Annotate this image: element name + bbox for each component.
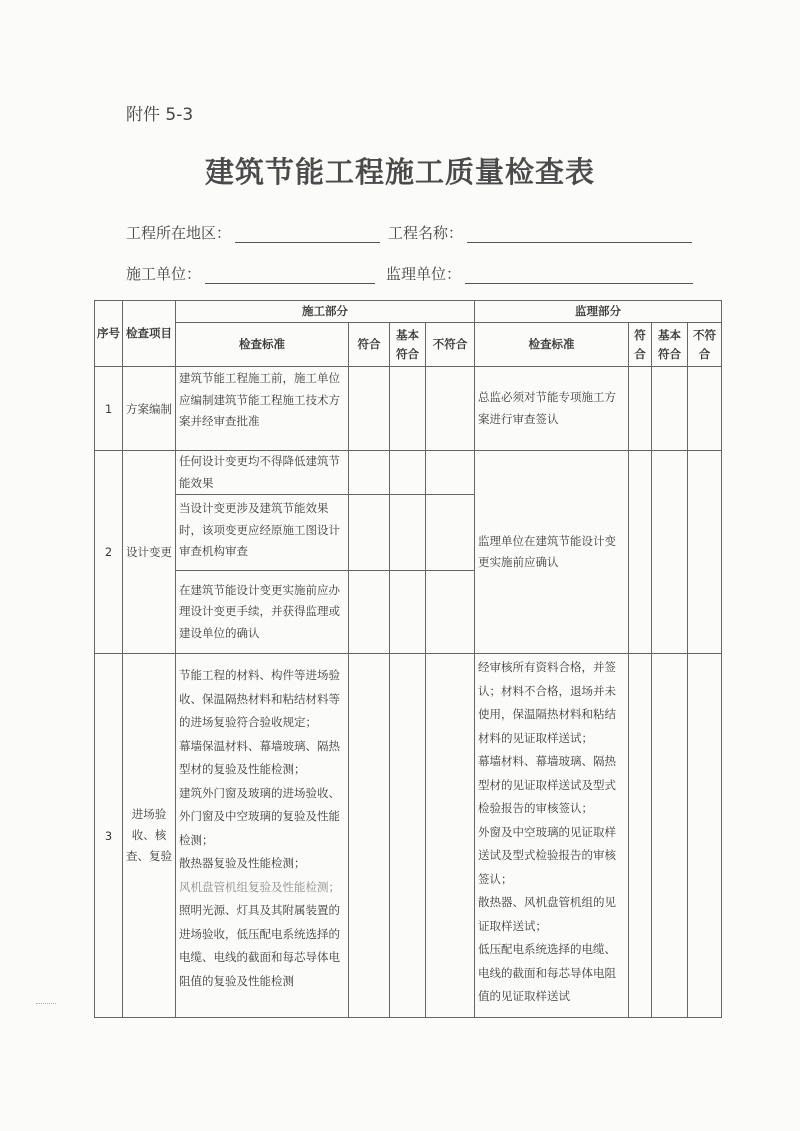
- nonconform-cell[interactable]: [426, 654, 475, 1018]
- basic-conform-cell[interactable]: [390, 571, 426, 654]
- header-basic-conform: 基本符合: [390, 323, 426, 367]
- project-name-field: [388, 222, 692, 243]
- header-sup-nonconform: 不符合: [688, 323, 722, 367]
- supervision-standard: [475, 654, 629, 1018]
- construction-line: 建筑外门窗及玻璃的进场验收、外门窗及中空玻璃的复验及性能检测；: [179, 785, 340, 847]
- row-item: 设计变更: [123, 451, 176, 654]
- sup-conform-cell[interactable]: [629, 654, 652, 1018]
- sup-basic-conform-cell[interactable]: [652, 367, 688, 451]
- header-construction-section: 施工部分: [176, 301, 475, 323]
- conform-cell[interactable]: [349, 571, 390, 654]
- row-no: 2: [95, 451, 123, 654]
- basic-conform-cell[interactable]: [390, 367, 426, 451]
- nonconform-cell[interactable]: [426, 571, 475, 654]
- supervision-line: 外窗及中空玻璃的见证取样送试及型式检验报告的审核签认；: [478, 824, 616, 886]
- inspection-table: [94, 300, 722, 1018]
- sup-nonconform-cell[interactable]: [688, 367, 722, 451]
- construction-standard: [176, 654, 349, 1018]
- supervision-line: 幕墙材料、幕墙玻璃、隔热型材的见证取样送试及型式检验报告的审核签认；: [478, 754, 616, 815]
- header-item: 检查项目: [123, 301, 176, 367]
- nonconform-cell[interactable]: [426, 451, 475, 495]
- supervision-line: 经审核所有资料合格，并签认；材料不合格，退场并未使用，保温隔热材料和粘结材料的见证取样送试；: [478, 660, 616, 745]
- conform-cell[interactable]: [349, 367, 390, 451]
- sup-conform-cell[interactable]: [629, 451, 652, 654]
- region-field: [126, 222, 380, 243]
- table-row: [95, 654, 722, 1018]
- row-item: 进场验收、核查、复验: [123, 654, 176, 1018]
- scan-mark: [36, 1003, 56, 1004]
- basic-conform-cell[interactable]: [390, 495, 426, 571]
- header-sup-basic-conform: 基本符合: [652, 323, 688, 367]
- construction-line: 幕墙保温材料、幕墙玻璃、隔热型材的复验及性能检测；: [179, 738, 340, 776]
- conform-cell[interactable]: [349, 654, 390, 1018]
- sup-basic-conform-cell[interactable]: [652, 654, 688, 1018]
- header-conform: 符合: [349, 323, 390, 367]
- annex-label: 附件 5-3: [126, 105, 194, 125]
- header-no: 序号: [95, 301, 123, 367]
- region-label: 工程所在地区：: [126, 224, 232, 242]
- construction-line: 节能工程的材料、构件等进场验收、保温隔热材料和粘结材料等的进场复验符合验收规定；: [179, 668, 340, 729]
- construction-standard: 当设计变更涉及建筑节能效果时，该项变更应经原施工图设计审查机构审查: [176, 495, 349, 571]
- header-standard: 检查标准: [176, 323, 349, 367]
- contractor-field: [126, 263, 375, 284]
- supervisor-label: 监理单位：: [386, 265, 462, 283]
- supervisor-input-line[interactable]: [465, 267, 693, 284]
- construction-standard: 建筑节能工程施工前，施工单位应编制建筑节能工程施工技术方案并经审查批准: [176, 367, 349, 451]
- region-input-line[interactable]: [235, 226, 380, 243]
- contractor-input-line[interactable]: [205, 267, 375, 284]
- sup-nonconform-cell[interactable]: [688, 654, 722, 1018]
- supervision-line: 低压配电系统选择的电缆、电线的截面和每芯导体电阻值的见证取样送试: [478, 942, 616, 1003]
- construction-standard: 在建筑节能设计变更实施前应办理设计变更手续，并获得监理或建设单位的确认: [176, 571, 349, 654]
- supervision-line: 散热器、风机盘管机组的见证取样送试；: [478, 895, 616, 933]
- sup-basic-conform-cell[interactable]: [652, 451, 688, 654]
- page-title: 建筑节能工程施工质量检查表: [204, 155, 595, 189]
- supervisor-field: [386, 263, 693, 284]
- row-no: 1: [95, 367, 123, 451]
- conform-cell[interactable]: [349, 451, 390, 495]
- nonconform-cell[interactable]: [426, 495, 475, 571]
- sup-conform-cell[interactable]: [629, 367, 652, 451]
- header-sup-conform: 符合: [629, 323, 652, 367]
- table-row: [95, 367, 722, 451]
- construction-line: 照明光源、灯具及其附属装置的进场验收，低压配电系统选择的电缆、电线的截面和每芯导体电阻值的复验及性能检测: [179, 903, 340, 988]
- project-name-input-line[interactable]: [467, 226, 692, 243]
- header-sup-standard: 检查标准: [475, 323, 629, 367]
- header-supervision-section: 监理部分: [475, 301, 722, 323]
- row-item: 方案编制: [123, 367, 176, 451]
- header-nonconform: 不符合: [426, 323, 475, 367]
- construction-standard: 任何设计变更均不得降低建筑节能效果: [176, 451, 349, 495]
- supervision-standard: 监理单位在建筑节能设计变更实施前应确认: [475, 451, 629, 654]
- conform-cell[interactable]: [349, 495, 390, 571]
- table-row: [95, 451, 722, 495]
- project-name-label: 工程名称：: [388, 224, 464, 242]
- construction-line: 散热器复验及性能检测；: [179, 856, 306, 870]
- basic-conform-cell[interactable]: [390, 451, 426, 495]
- row-no: 3: [95, 654, 123, 1018]
- sup-nonconform-cell[interactable]: [688, 451, 722, 654]
- nonconform-cell[interactable]: [426, 367, 475, 451]
- basic-conform-cell[interactable]: [390, 654, 426, 1018]
- construction-line: 风机盘管机组复验及性能检测；: [179, 879, 340, 894]
- contractor-label: 施工单位：: [126, 265, 202, 283]
- supervision-standard: 总监必须对节能专项施工方案进行审查签认: [475, 367, 629, 451]
